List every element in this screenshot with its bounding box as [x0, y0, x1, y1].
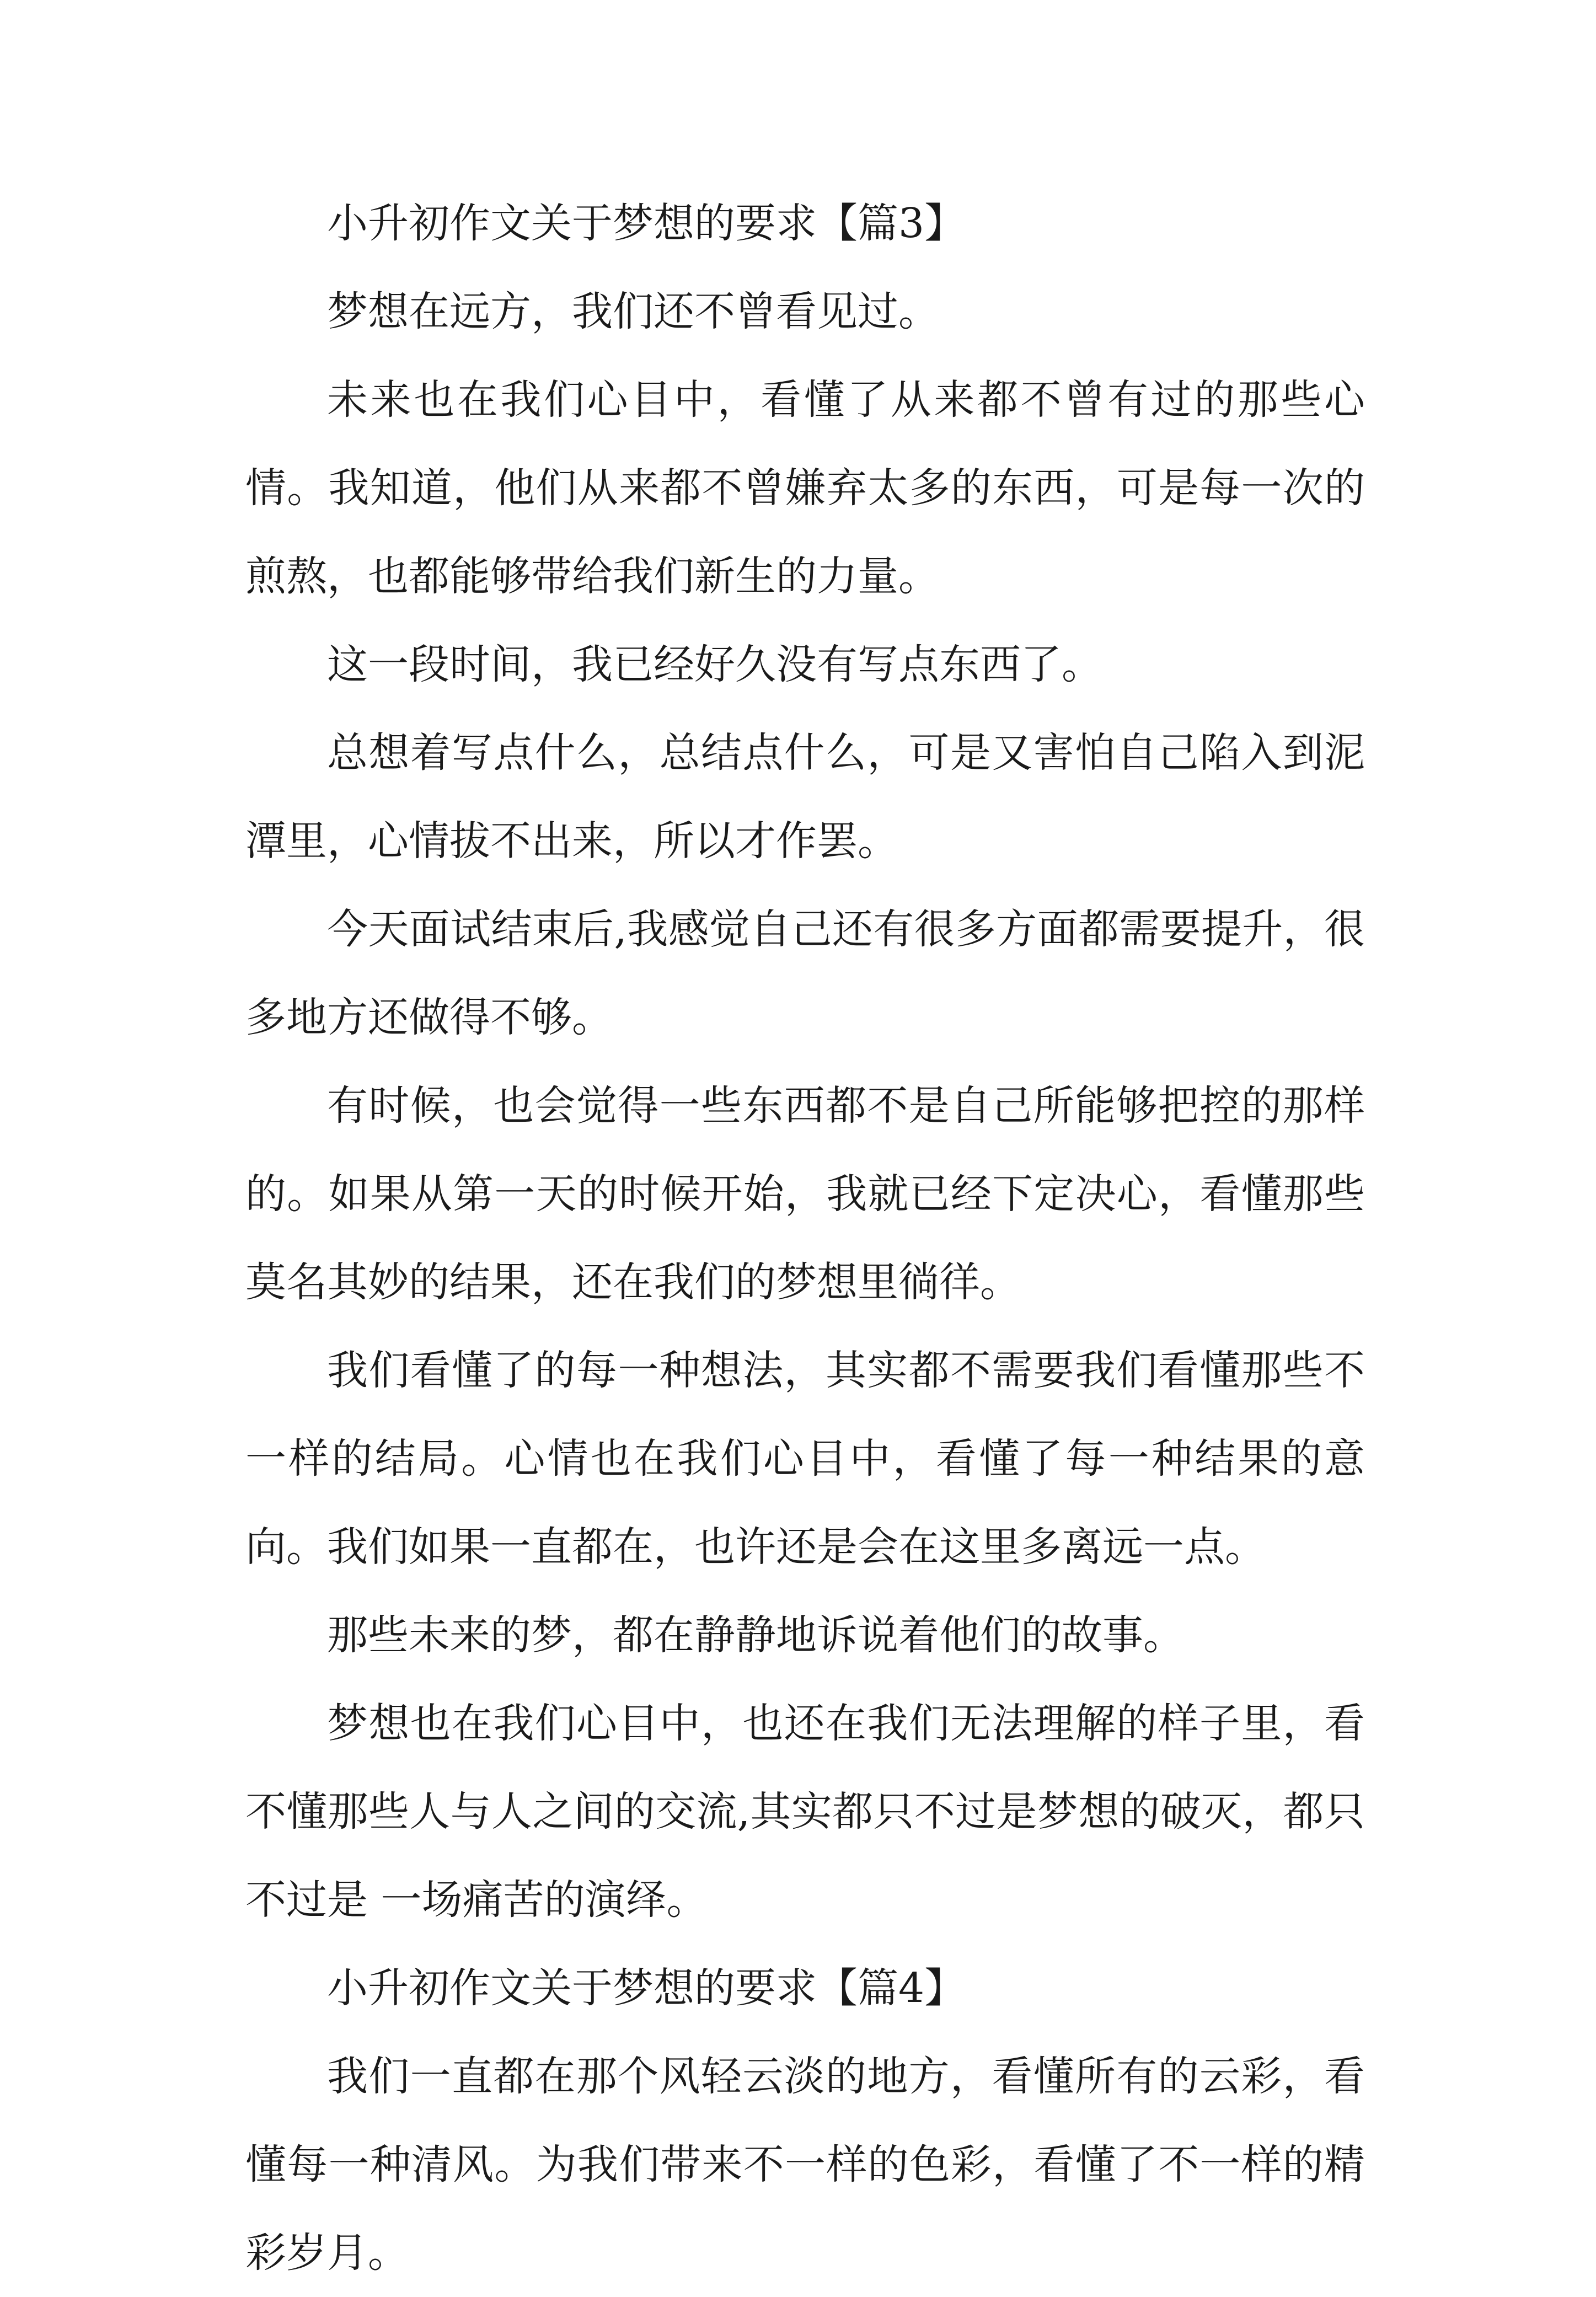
paragraph: 那些未来的梦，都在静静地诉说着他们的故事。 [327, 1611, 1184, 1659]
section-heading-4: 小升初作文关于梦想的要求【篇4】 [327, 1964, 966, 2012]
paragraph: 梦想在远方，我们还不曾看见过。 [327, 288, 939, 335]
paragraph: 今天面试结束后,我感觉自己还有很多方面都需要提升，很多地方还做得不够。 [245, 906, 1365, 1041]
paragraph: 这一段时间，我已经好久没有写点东西了。 [327, 641, 1102, 688]
section-heading-3: 小升初作文关于梦想的要求【篇3】 [327, 200, 966, 247]
paragraph: 梦想也在我们心目中，也还在我们无法理解的样子里，看不懂那些人与人之间的交流,其实都只不过是梦想的破灭，都只不过是 一场痛苦的演绎。 [245, 1700, 1365, 1924]
paragraph: 未来也在我们心目中，看懂了从来都不曾有过的那些心情。我知道，他们从来都不曾嫌弃太多的东西，可是每一次的煎熬，也都能够带给我们新生的力量。 [245, 376, 1365, 600]
paragraph: 有时候，也会觉得一些东西都不是自己所能够把控的那样的。如果从第一天的时候开始，我就已经下定决心，看懂那些莫名其妙的结果，还在我们的梦想里徜徉。 [245, 1082, 1365, 1306]
paragraph: 总想着写点什么，总结点什么，可是又害怕自己陷入到泥潭里，心情拔不出来，所以才作罢。 [245, 729, 1365, 865]
paragraph: 我们一直都在那个风轻云淡的地方，看懂所有的云彩，看懂每一种清风。为我们带来不一样的色彩，看懂了不一样的精彩岁月。 [245, 2053, 1365, 2277]
document-body [245, 179, 1365, 2297]
paragraph: 我们看懂了的每一种想法，其实都不需要我们看懂那些不一样的结局。心情也在我们心目中，看懂了每一种结果的意向。我们如果一直都在，也许还是会在这里多离远一点。 [245, 1347, 1365, 1571]
